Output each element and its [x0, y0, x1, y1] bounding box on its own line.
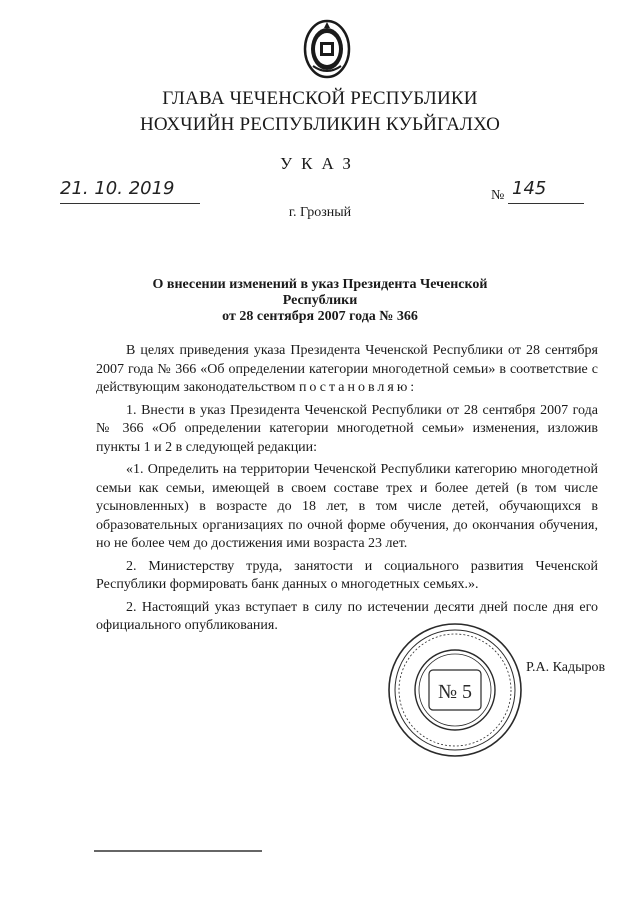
date-underline	[60, 203, 200, 204]
decree-keyword: постановляю:	[298, 380, 418, 395]
footer-print-mark	[94, 849, 264, 853]
coat-of-arms-emblem	[303, 18, 351, 80]
city: г. Грозный	[288, 205, 352, 220]
official-stamp	[385, 620, 525, 760]
paragraph-item-2: 2. Настоящий указ вступает в силу по истечении десяти дней после дня его официального опубликования.	[96, 599, 598, 633]
paragraph-item-1: 1. Внести в указ Президента Чеченской Республики от 28 сентября 2007 года № 366 «Об определении категории многодетной семьи» изменения, изложив пункты 1 и 2 в следующей редакции:	[96, 402, 598, 455]
handwritten-date: 21. 10. 2019	[60, 178, 175, 199]
handwritten-number: 145	[512, 178, 547, 199]
authority-title-chechen: НОХЧИЙН РЕСПУБЛИКИН КУЬЙГАЛХО	[139, 114, 501, 135]
decree-title	[120, 277, 520, 325]
stamp-number: № 5	[437, 681, 473, 703]
paragraph-new-item-1: «1. Определить на территории Чеченской Республики категорию многодетной семьи как семьи, имеющей в своем составе трех и более детей (в том числе усыновленных) в возрасте до 18 лет, в том числе детей, обучающихся в образовательных организациях по очной форме обучения, до окончания обучения, но не более чем до достижения ими возраста 23 лет.	[96, 462, 598, 551]
number-underline	[508, 203, 584, 204]
preamble-text: В целях приведения указа Президента Чеченской Республики от 28 сентября 2007 года № 366 «Об определении категории многодетной семьи» в соответствие с действующим законодательством	[96, 343, 598, 395]
decree-title-line2: от 28 сентября 2007 года № 366	[222, 309, 418, 324]
document-type: УКАЗ	[280, 154, 360, 173]
decree-body	[96, 342, 598, 640]
paragraph-new-item-2: 2. Министерству труда, занятости и социального развития Чеченской Республики формировать банк данных о многодетных семьях.».	[96, 558, 598, 592]
authority-title: ГЛАВА ЧЕЧЕНСКОЙ РЕСПУБЛИКИ	[162, 88, 478, 109]
signatory-name: Р.А. Кадыров	[526, 660, 606, 675]
preamble-paragraph	[96, 342, 598, 398]
decree-title-line1: О внесении изменений в указ Президента Чеченской Республики	[152, 277, 488, 308]
number-label: №	[491, 188, 505, 203]
